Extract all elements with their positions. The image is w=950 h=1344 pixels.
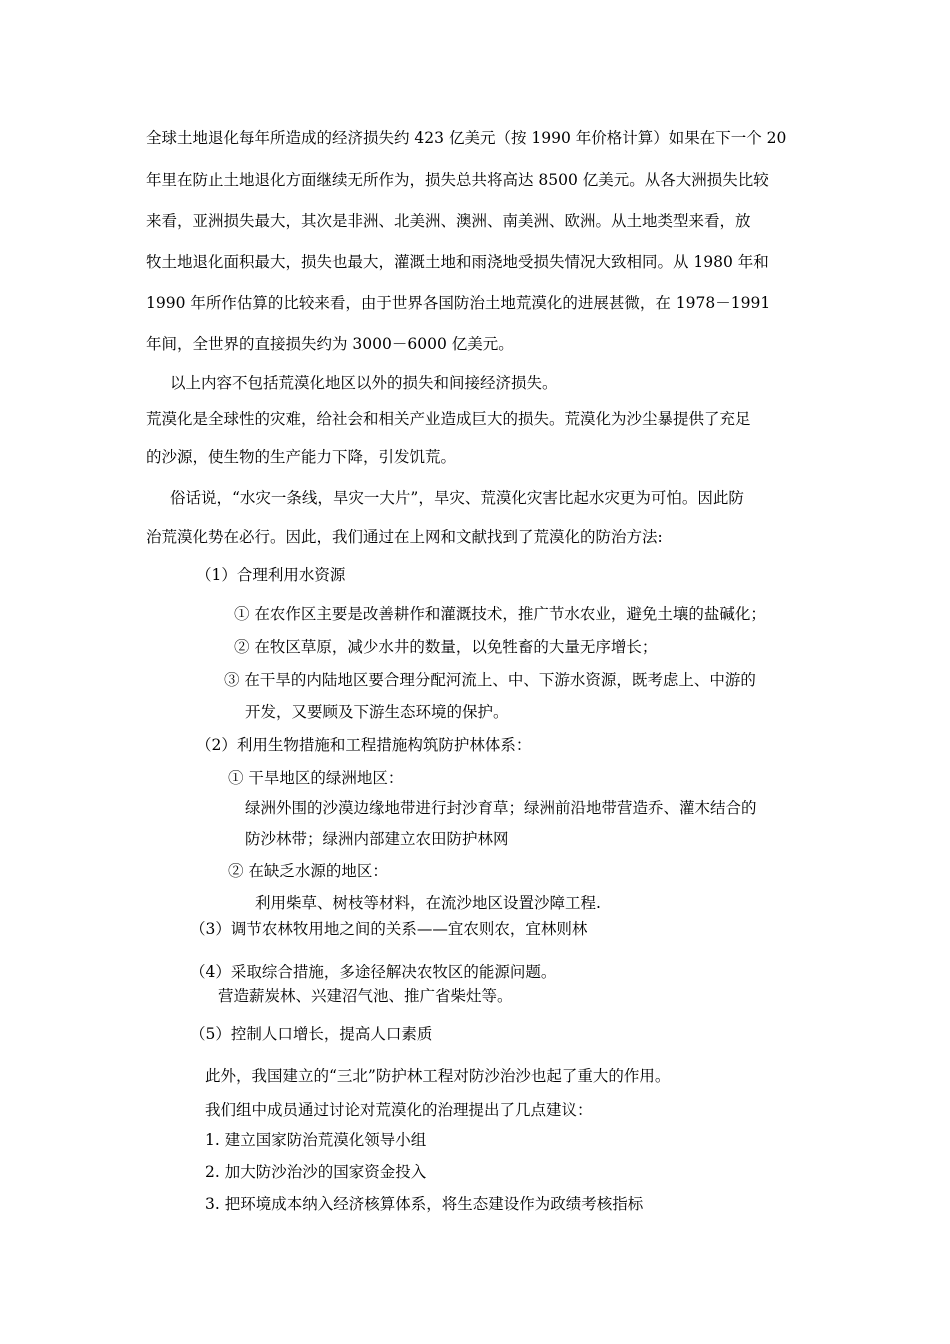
method-item: ③ 在干旱的内陆地区要合理分配河流上、中、下游水资源，既考虑上、中游的	[224, 671, 756, 689]
method-item: ① 干旱地区的绿洲地区：	[228, 769, 404, 787]
suggestion-item: 3. 把环境成本纳入经济核算体系，将生态建设作为政绩考核指标	[205, 1195, 644, 1213]
method-item: 绿洲外围的沙漠边缘地带进行封沙育草；绿洲前沿地带营造乔、灌木结合的	[245, 799, 757, 817]
method-heading: （1）合理利用水资源	[196, 566, 346, 584]
paragraph-line: 的沙源，使生物的生产能力下降，引发饥荒。	[146, 448, 457, 466]
method-item: 防沙林带；绿洲内部建立农田防护林网	[245, 830, 509, 848]
method-item: 利用柴草、树枝等材料，在流沙地区设置沙障工程.	[255, 894, 601, 912]
paragraph-line: 年间，全世界的直接损失约为 3000－6000 亿美元。	[146, 335, 514, 353]
paragraph-line: 以上内容不包括荒漠化地区以外的损失和间接经济损失。	[170, 374, 558, 392]
method-item: 营造薪炭林、兴建沼气池、推广省柴灶等。	[218, 987, 513, 1005]
paragraph-line: 俗话说，“水灾一条线，旱灾一大片”，旱灾、荒漠化灾害比起水灾更为可怕。因此防	[170, 489, 744, 507]
paragraph-line: 此外，我国建立的“三北”防护林工程对防沙治沙也起了重大的作用。	[205, 1067, 671, 1085]
paragraph-line: 1990 年所作估算的比较来看，由于世界各国防治土地荒漠化的进展甚微，在 1978－1991	[146, 294, 771, 312]
suggestion-item: 1. 建立国家防治荒漠化领导小组	[205, 1131, 427, 1149]
method-heading: （3）调节农林牧用地之间的关系——宜农则农，宜林则林	[190, 920, 588, 938]
paragraph-line: 全球土地退化每年所造成的经济损失约 423 亿美元（按 1990 年价格计算）如果在下一个 20	[146, 129, 787, 147]
paragraph-line: 荒漠化是全球性的灾难，给社会和相关产业造成巨大的损失。荒漠化为沙尘暴提供了充足	[146, 410, 751, 428]
method-heading: （2）利用生物措施和工程措施构筑防护林体系：	[196, 736, 532, 754]
paragraph-line: 牧土地退化面积最大，损失也最大，灌溉土地和雨浇地受损失情况大致相同。从 1980 年和	[146, 253, 769, 271]
paragraph-line: 我们组中成员通过讨论对荒漠化的治理提出了几点建议：	[205, 1101, 593, 1119]
paragraph-line: 年里在防止土地退化方面继续无所作为，损失总共将高达 8500 亿美元。从各大洲损失比较	[146, 171, 769, 189]
paragraph-line: 治荒漠化势在必行。因此，我们通过在上网和文献找到了荒漠化的防治方法:	[146, 528, 663, 546]
suggestion-item: 2. 加大防沙治沙的国家资金投入	[205, 1163, 427, 1181]
paragraph-line: 来看，亚洲损失最大，其次是非洲、北美洲、澳洲、南美洲、欧洲。从土地类型来看，放	[146, 212, 751, 230]
method-heading: （5）控制人口增长，提高人口素质	[190, 1025, 433, 1043]
method-item: ① 在农作区主要是改善耕作和灌溉技术，推广节水农业，避免土壤的盐碱化；	[234, 605, 766, 623]
method-item: ② 在缺乏水源的地区：	[228, 862, 388, 880]
method-heading: （4）采取综合措施，多途径解决农牧区的能源问题。	[190, 963, 557, 981]
method-item: ② 在牧区草原，减少水井的数量，以免牲畜的大量无序增长；	[234, 638, 658, 656]
method-item: 开发，又要顾及下游生态环境的保护。	[245, 703, 509, 721]
